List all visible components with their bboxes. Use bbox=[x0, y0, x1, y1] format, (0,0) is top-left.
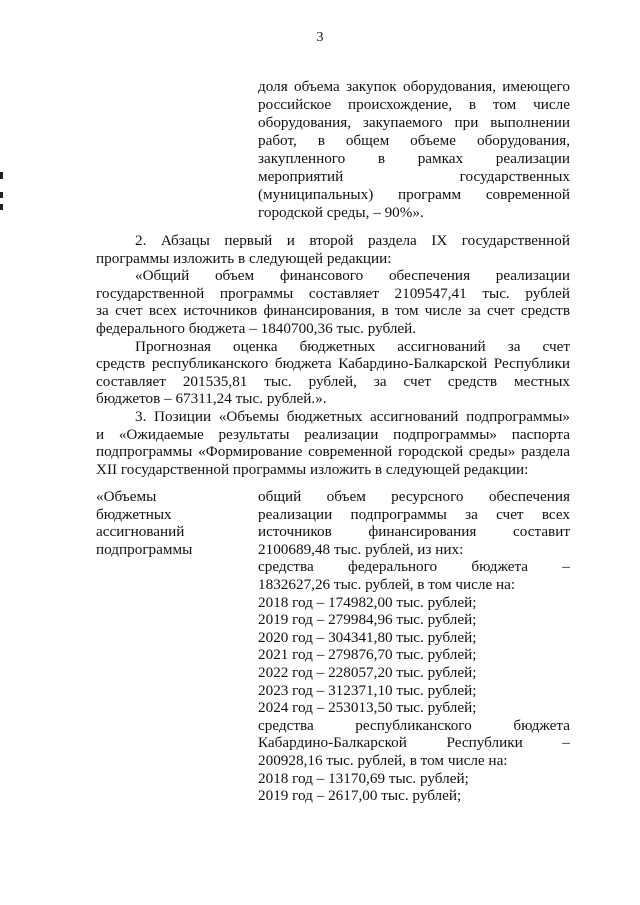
table-right-line: реализации подпрограммы за счет всех bbox=[258, 505, 570, 523]
table-left-column bbox=[96, 488, 246, 558]
paragraph-line: программы изложить в следующей редакции: bbox=[96, 249, 392, 267]
quote-line: закупленного в рамках реализации bbox=[258, 150, 570, 167]
margin-mark bbox=[0, 204, 3, 210]
table-right-line: 2020 год – 304341,80 тыс. рублей; bbox=[258, 628, 477, 646]
table-right-line: общий объем ресурсного обеспечения bbox=[258, 488, 570, 505]
margin-mark bbox=[0, 172, 3, 179]
table-right-line: 2018 год – 174982,00 тыс. рублей; bbox=[258, 593, 477, 611]
table-right-line: 2019 год – 279984,96 тыс. рублей; bbox=[258, 611, 477, 629]
quote-line: (муниципальных) программ современной bbox=[258, 186, 570, 203]
table-right-line: 2023 год – 312371,10 тыс. рублей; bbox=[258, 681, 477, 699]
paragraph-line: подпрограммы «Формирование современной городской среды» раздела bbox=[96, 443, 570, 461]
paragraph-line: 3. Позиции «Объемы бюджетных ассигнований подпрограммы» bbox=[135, 407, 570, 425]
table-left-line: «Объемы bbox=[96, 488, 157, 505]
paragraph-line: 2. Абзацы первый и второй раздела IX государственной bbox=[135, 232, 570, 249]
table-right-line: 2021 год – 279876,70 тыс. рублей; bbox=[258, 646, 477, 664]
quoted-indicator-text bbox=[258, 78, 570, 222]
paragraph-line: бюджетов – 67311,24 тыс. рублей.». bbox=[96, 390, 327, 408]
quote-line: доля объема закупок оборудования, имеющего bbox=[258, 78, 570, 95]
table-right-line: источников финансирования составит bbox=[258, 523, 570, 541]
paragraph-line: государственной программы составляет 2109547,41 тыс. рублей bbox=[96, 284, 570, 302]
table-right-line: 2019 год – 2617,00 тыс. рублей; bbox=[258, 787, 462, 805]
paragraph-line: и «Ожидаемые результаты реализации подпрограммы» паспорта bbox=[96, 425, 570, 443]
quote-line: работ, в общем объеме оборудования, bbox=[258, 132, 570, 149]
table-right-line: 2024 год – 253013,50 тыс. рублей; bbox=[258, 699, 477, 717]
paragraph-line: средств республиканского бюджета Кабардино-Балкарской Республики bbox=[96, 355, 570, 373]
table-right-line: 2018 год – 13170,69 тыс. рублей; bbox=[258, 769, 469, 787]
paragraph-line: за счет всех источников финансирования, в том числе за счет средств bbox=[96, 302, 570, 320]
table-left-line: подпрограммы bbox=[96, 540, 193, 558]
quote-line: российское происхождение, в том числе bbox=[258, 96, 570, 113]
margin-mark bbox=[0, 192, 3, 198]
amendments-body bbox=[96, 232, 570, 478]
quote-line: оборудования, закупаемого при выполнении bbox=[258, 114, 570, 131]
table-left-line: бюджетных bbox=[96, 505, 172, 523]
table-right-line: 2100689,48 тыс. рублей, из них: bbox=[258, 540, 464, 558]
table-right-line: Кабардино-Балкарской Республики – bbox=[258, 734, 570, 752]
table-right-line: 2022 год – 228057,20 тыс. рублей; bbox=[258, 663, 477, 681]
table-left-line: ассигнований bbox=[96, 523, 185, 541]
paragraph-line: «Общий объем финансового обеспечения реализации bbox=[135, 267, 570, 285]
quote-line: городской среды, – 90%». bbox=[258, 204, 424, 221]
table-right-column bbox=[258, 488, 570, 805]
table-right-line: средства республиканского бюджета bbox=[258, 716, 570, 734]
paragraph-line: XII государственной программы изложить в следующей редакции: bbox=[96, 460, 529, 478]
table-right-line: 200928,16 тыс. рублей, в том числе на: bbox=[258, 751, 508, 769]
quote-line: мероприятий государственных bbox=[258, 168, 570, 185]
table-right-line: средства федерального бюджета – bbox=[258, 558, 570, 576]
paragraph-line: федерального бюджета – 1840700,36 тыс. рублей. bbox=[96, 319, 417, 337]
paragraph-line: составляет 201535,81 тыс. рублей, за счет средств местных bbox=[96, 372, 570, 390]
page-number: 3 bbox=[316, 30, 324, 45]
paragraph-line: Прогнозная оценка бюджетных ассигнований за счет bbox=[135, 337, 570, 355]
table-right-line: 1832627,26 тыс. рублей, в том числе на: bbox=[258, 575, 516, 593]
